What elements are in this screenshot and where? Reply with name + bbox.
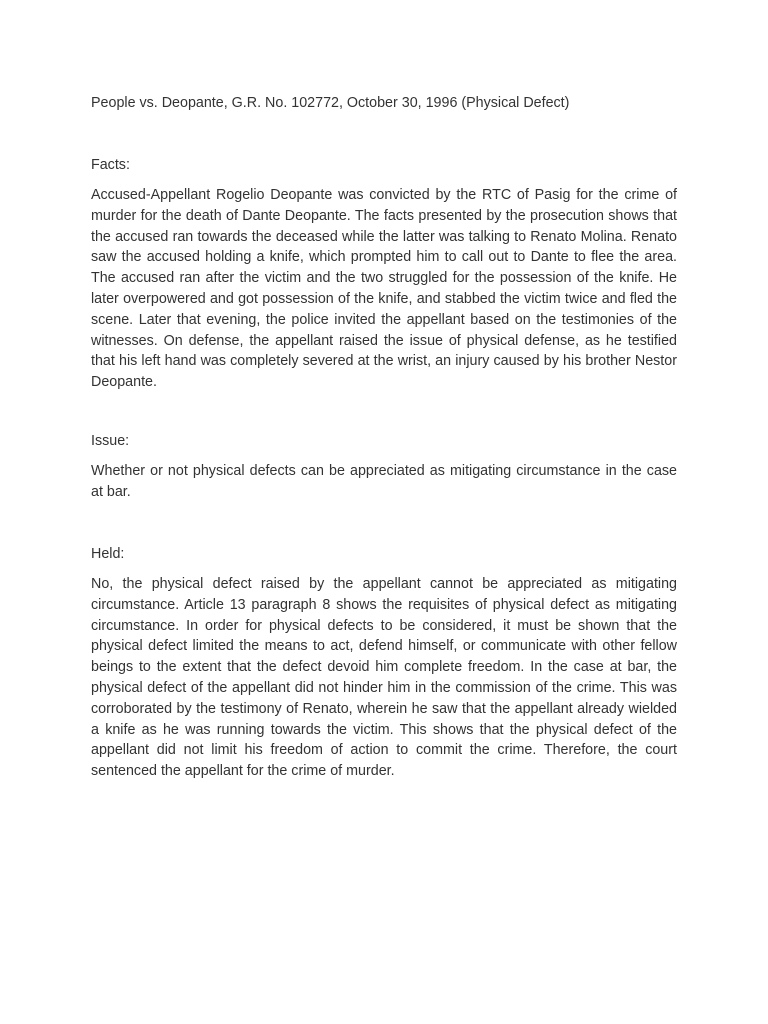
held-heading: Held: <box>91 546 125 562</box>
issue-heading: Issue: <box>91 433 130 449</box>
facts-paragraph: Accused-Appellant Rogelio Deopante was convicted by the RTC of Pasig for the crime of murder for the death of Dante Deopante. The facts presented by the prosecution shows that the accused ran towards the deceased while the latter was talking to Renato Molina. Renato saw the accused holding a knife, which prompted him to call out to Dante to flee the area. The accused ran after the victim and the two struggled for the possession of the knife. He later overpowered and got possession of the knife, and stabbed the victim twice and fled the scene. Later that evening, the police invited the appellant based on the testimonies of the witnesses. On defense, the appellant raised the issue of physical defense, as he testified that his left hand was completely severed at the wrist, an injury caused by his brother Nestor Deopante. <box>91 187 677 391</box>
issue-paragraph: Whether or not physical defects can be appreciated as mitigating circumstance in the case at bar. <box>91 463 677 500</box>
held-paragraph: No, the physical defect raised by the appellant cannot be appreciated as mitigating circumstance. Article 13 paragraph 8 shows the requisites of physical defect as mitigating circumstance. In order for physical defects to be considered, it must be shown that the physical defect limited the means to act, defend himself, or communicate with other fellow beings to the extent that the defect devoid him complete freedom. In the case at bar, the physical defect of the appellant did not hinder him in the commission of the crime. This was corroborated by the testimony of Renato, wherein he saw that the appellant already wielded a knife as he was running towards the victim. This shows that the physical defect of the appellant did not limit his freedom of action to commit the crime. Therefore, the court sentenced the appellant for the crime of murder. <box>91 576 677 780</box>
document-title: People vs. Deopante, G.R. No. 102772, October 30, 1996 (Physical Defect) <box>91 95 570 111</box>
facts-heading: Facts: <box>91 157 130 173</box>
